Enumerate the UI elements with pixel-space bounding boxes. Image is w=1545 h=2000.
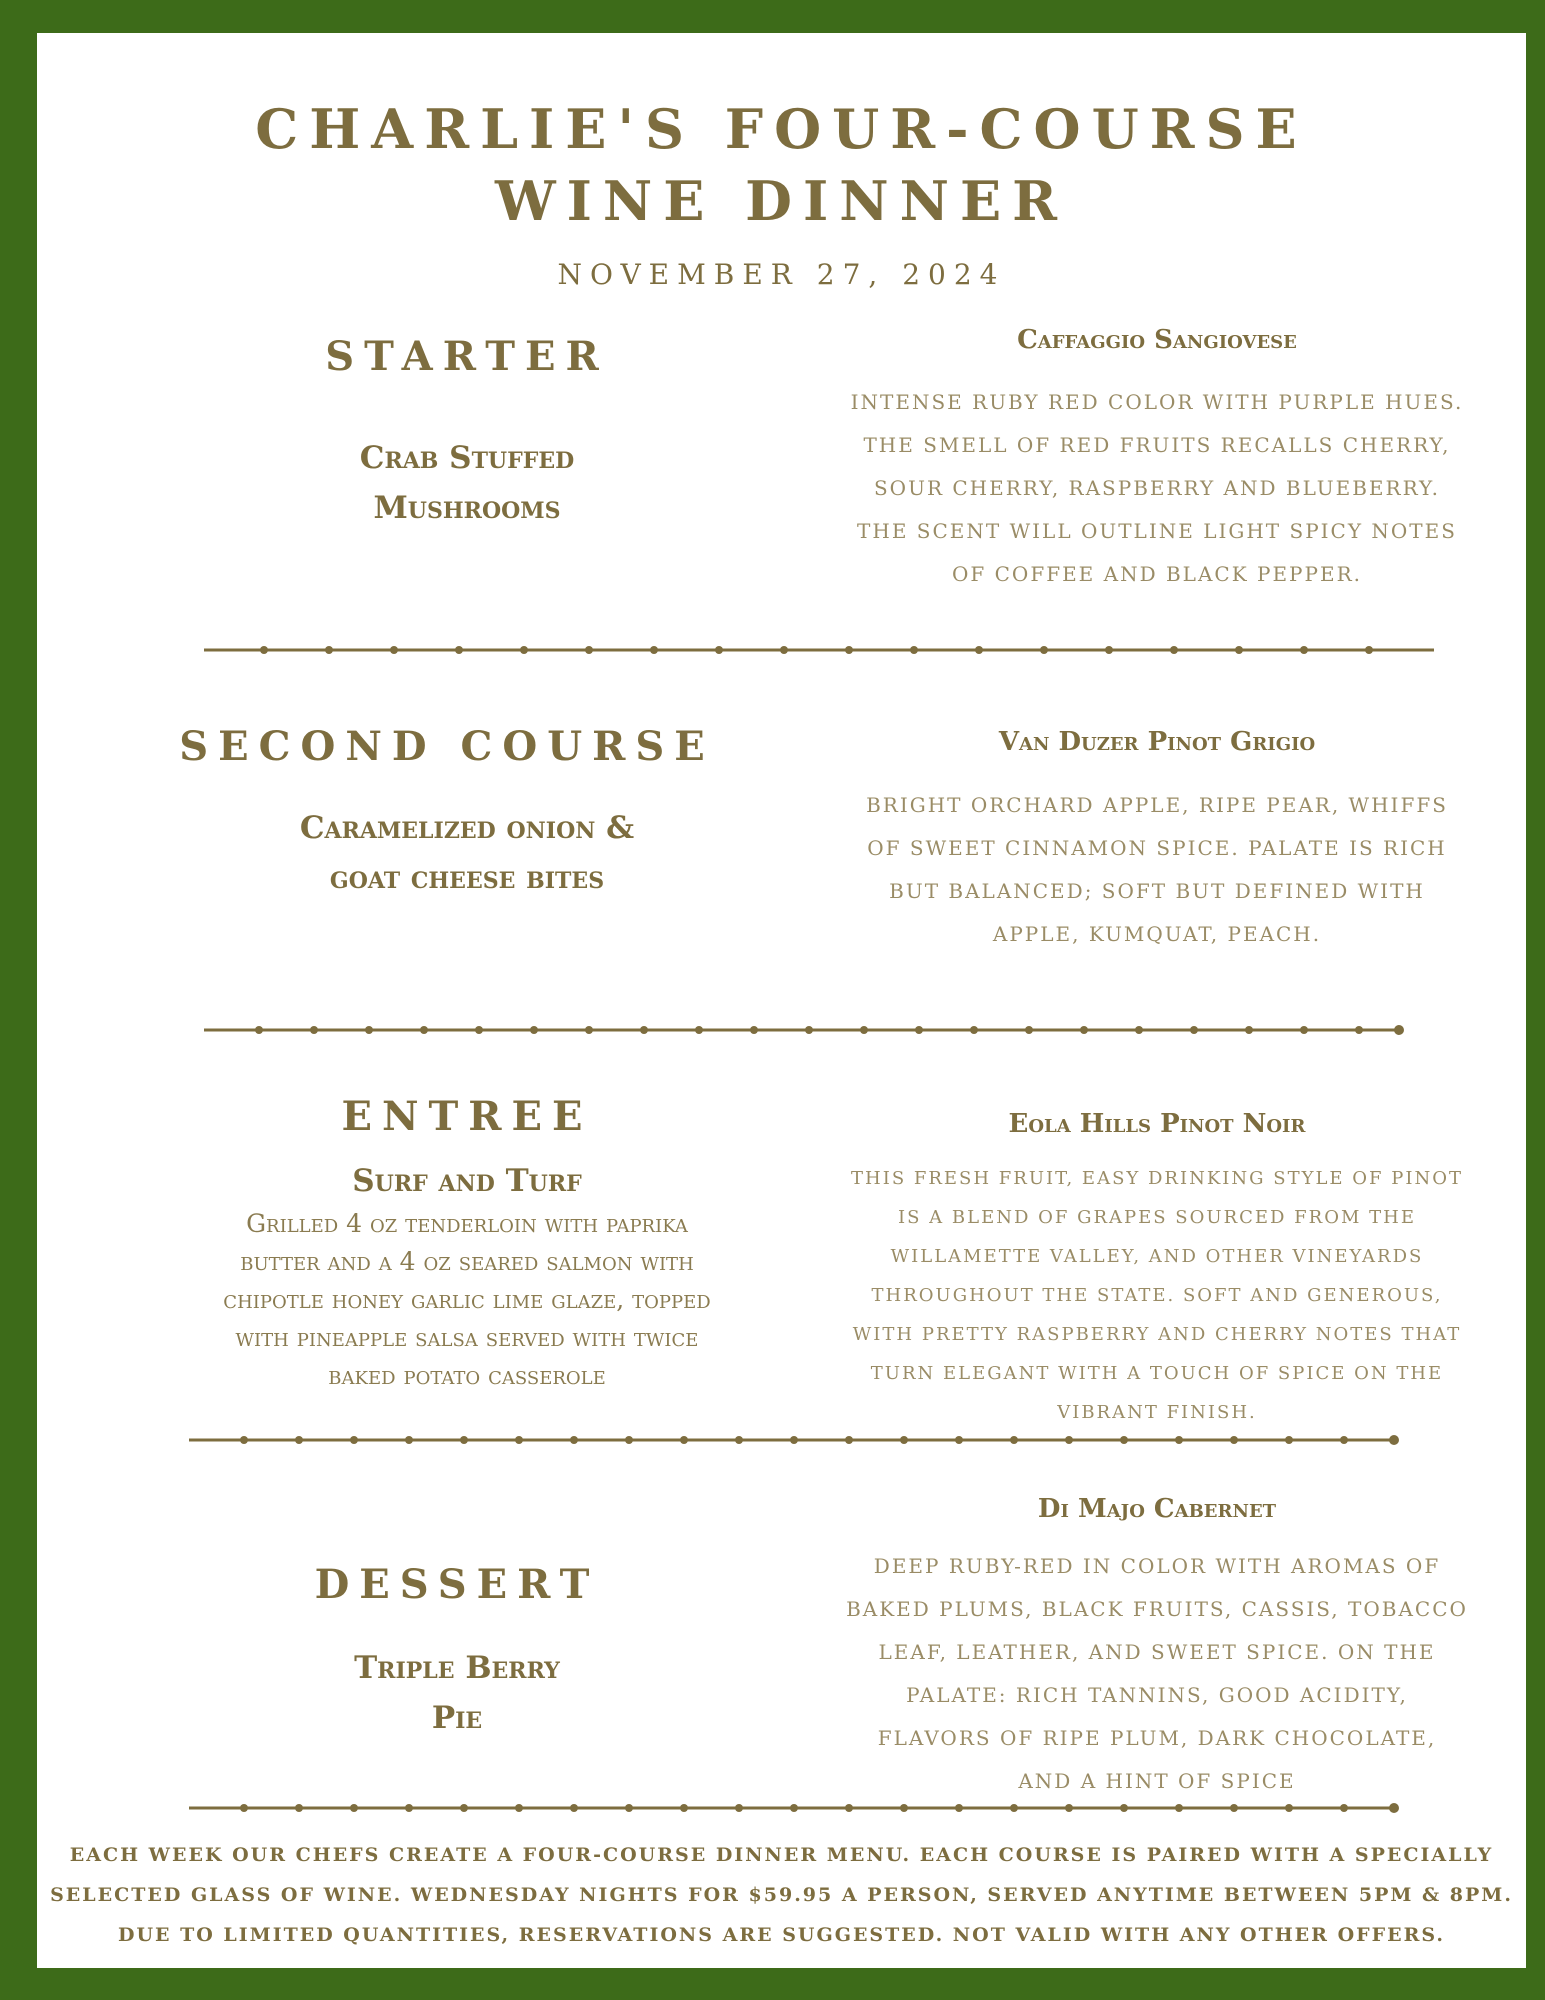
dish-line: Mushrooms: [373, 490, 561, 526]
wine-desc-line: APPLE, KUMQUAT, PEACH.: [992, 922, 1322, 946]
wine-desc-line: INTENSE RUBY RED COLOR WITH PURPLE HUES.: [850, 390, 1464, 414]
wine-desc-line: WITH PRETTY RASPBERRY AND CHERRY NOTES THAT: [852, 1324, 1462, 1345]
wine-desc-line: FLAVORS OF RIPE PLUM, DARK CHOCOLATE,: [877, 1726, 1437, 1750]
dish-starter: [197, 433, 737, 533]
dish-desc-line: butter and a 4 oz seared salmon with: [240, 1247, 694, 1276]
footer-line: SELECTED GLASS OF WINE. WEDNESDAY NIGHTS FOR $59.95 A PERSON, SERVED ANYTIME BETWEEN 5PM & 8PM.: [50, 1884, 1513, 1906]
wine-name-entree: Eola Hills Pinot Noir: [1008, 1109, 1306, 1139]
wine-desc-line: VIBRANT FINISH.: [1057, 1402, 1257, 1423]
wine-description-starter: [797, 381, 1517, 596]
dish-desc-line: chipotle honey garlic lime glaze, topped: [223, 1285, 711, 1314]
wine-desc-line: BUT BALANCED; SOFT BUT DEFINED WITH: [889, 879, 1425, 903]
wine-desc-line: IS A BLEND OF GRAPES SOURCED FROM THE: [898, 1207, 1416, 1228]
wine-description-entree: [797, 1159, 1517, 1432]
course-heading-second: SECOND COURSE: [179, 723, 715, 770]
dish-line: Triple Berry: [354, 1650, 560, 1686]
title-line-1: CHARLIE'S FOUR-COURSE: [255, 97, 1308, 161]
course-heading-starter: STARTER: [325, 333, 609, 380]
wine-desc-line: WILLAMETTE VALLEY, AND OTHER VINEYARDS: [890, 1246, 1424, 1267]
wine-description-second: [797, 784, 1517, 956]
ornamental-divider: [204, 1020, 1404, 1040]
course-heading-dessert: DESSERT: [314, 1561, 600, 1608]
wine-name-dessert: Di Majo Cabernet: [1037, 1494, 1277, 1524]
course-heading-entree: ENTREE: [341, 1093, 593, 1140]
dish-line: Pie: [431, 1700, 483, 1736]
wine-desc-line: THE SCENT WILL OUTLINE LIGHT SPICY NOTES: [857, 519, 1457, 543]
wine-desc-line: TURN ELEGANT WITH A TOUCH OF SPICE ON THE: [870, 1363, 1444, 1384]
wine-description-dessert: [797, 1545, 1517, 1803]
dish-desc-line: Grilled 4 oz tenderloin with paprika: [246, 1209, 688, 1238]
wine-desc-line: LEAF, LEATHER, AND SWEET SPICE. ON THE: [878, 1640, 1436, 1664]
wine-name-starter: Caffaggio Sangiovese: [1017, 325, 1297, 355]
ornamental-divider: [204, 640, 1434, 660]
title-line-2: WINE DINNER: [494, 169, 1069, 233]
wine-name-second: Van Duzer Pinot Grigio: [998, 727, 1316, 757]
dish-line: Caramelized onion &: [299, 810, 635, 846]
dish-dessert: [187, 1643, 727, 1743]
wine-desc-line: SOUR CHERRY, RASPBERRY AND BLUEBERRY.: [873, 476, 1441, 500]
wine-desc-line: OF COFFEE AND BLACK PEPPER.: [952, 562, 1362, 586]
footer-line: DUE TO LIMITED QUANTITIES, RESERVATIONS ARE SUGGESTED. NOT VALID WITH ANY OTHER OFFERS.: [117, 1924, 1446, 1946]
footer-note: [37, 1835, 1526, 1955]
menu-title: [37, 93, 1526, 237]
dish-title-entree: Surf and Turf: [352, 1163, 582, 1199]
wine-desc-line: BAKED PLUMS, BLACK FRUITS, CASSIS, TOBACCO: [846, 1597, 1468, 1621]
wine-desc-line: THIS FRESH FRUIT, EASY DRINKING STYLE OF PINOT: [851, 1168, 1463, 1189]
dish-desc-line: baked potato casserole: [328, 1361, 606, 1390]
wine-desc-line: THE SMELL OF RED FRUITS RECALLS CHERRY,: [863, 433, 1451, 457]
wine-desc-line: DEEP RUBY-RED IN COLOR WITH AROMAS OF: [873, 1554, 1441, 1578]
dish-description-entree: [97, 1205, 837, 1395]
dish-line: goat cheese bites: [329, 860, 605, 896]
footer-line: EACH WEEK OUR CHEFS CREATE A FOUR-COURSE DINNER MENU. EACH COURSE IS PAIRED WITH A SPECIALLY: [69, 1844, 1494, 1866]
dish-line: Crab Stuffed: [359, 440, 575, 476]
wine-desc-line: THROUGHOUT THE STATE. SOFT AND GENEROUS,: [871, 1285, 1443, 1306]
ornamental-divider: [189, 1798, 1399, 1818]
menu-page: [37, 33, 1526, 1968]
event-date: NOVEMBER 27, 2024: [557, 258, 1006, 291]
dish-desc-line: with pineapple salsa served with twice: [235, 1323, 699, 1352]
ornamental-divider: [189, 1430, 1399, 1450]
wine-desc-line: AND A HINT OF SPICE: [1018, 1769, 1296, 1793]
wine-desc-line: PALATE: RICH TANNINS, GOOD ACIDITY,: [906, 1683, 1408, 1707]
dish-second: [137, 803, 797, 903]
wine-desc-line: BRIGHT ORCHARD APPLE, RIPE PEAR, WHIFFS: [866, 793, 1448, 817]
wine-desc-line: OF SWEET CINNAMON SPICE. PALATE IS RICH: [867, 836, 1447, 860]
